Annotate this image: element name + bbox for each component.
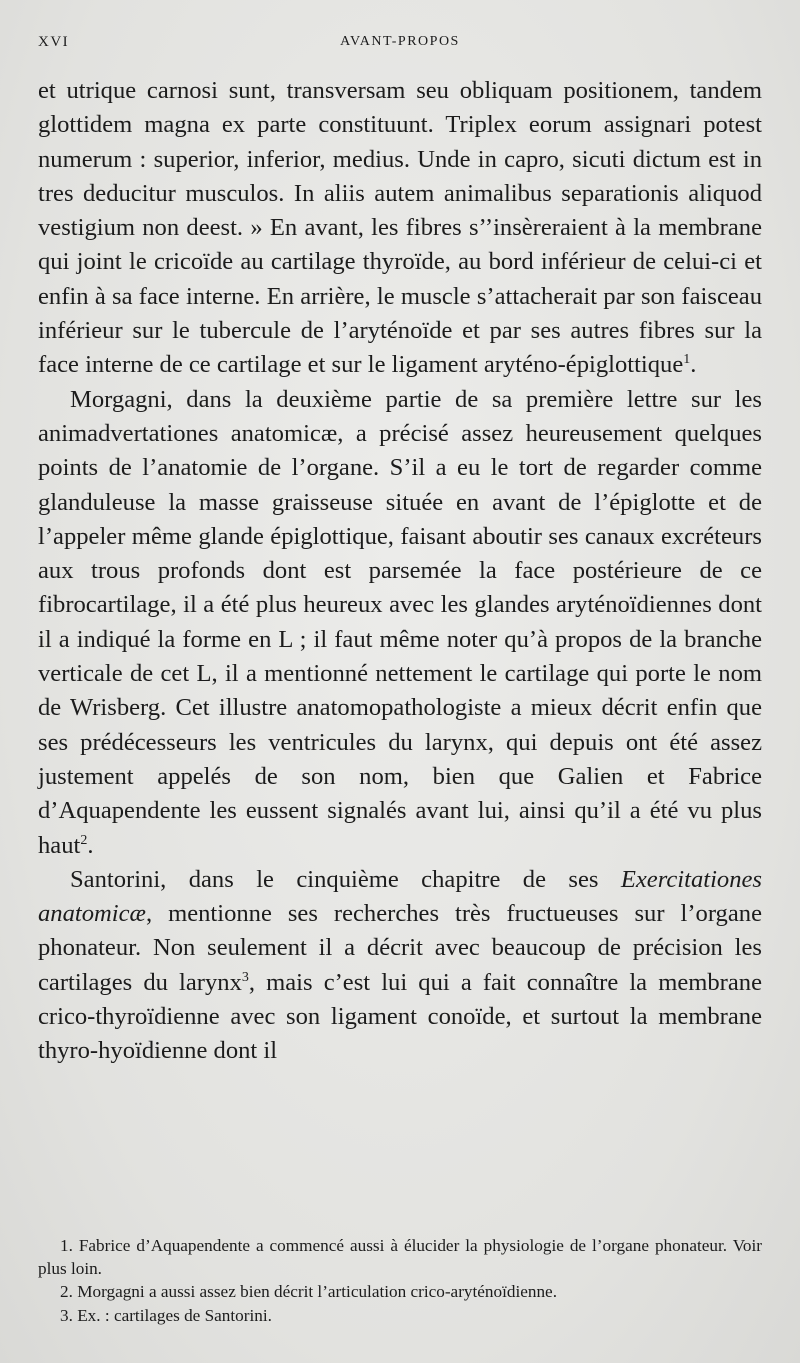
paragraph-1 (38, 74, 762, 383)
paragraph-1-end: . (690, 351, 697, 379)
footnote-2: 2. Morgagni a aussi assez bien décrit l’articulation crico-aryténoïdienne. (60, 1282, 557, 1302)
footnotes (38, 1234, 762, 1327)
footnote-1: 1. Fabrice d’Aquapendente a commencé aussi à élucider la physiologie de l’organe phonateur. Voir plus loin. (38, 1236, 762, 1279)
paragraph-2 (38, 383, 762, 863)
running-title: AVANT-PROPOS (340, 34, 460, 49)
body-text (38, 74, 762, 1069)
paragraph-3 (38, 863, 762, 1069)
footnote-ref-2: 2 (80, 832, 88, 848)
paragraph-3-start: Santorini, dans le cinquième chapitre de ses (70, 865, 621, 893)
page-number: XVI (38, 34, 70, 50)
paragraph-1-text: et utrique carnosi sunt, transversam seu obliquam positionem, tandem glottidem magna ex parte constituunt. Triplex eorum assignari potest numerum : superior, inferior, medius. Unde in capro, sicuti dictum est in tres deducitur musculos. In aliis autem animalibus separationis aliquod vestigium non deest. » En avant, les fibres s’’insèreraient à la membrane qui joint le cricoïde au cartilage thyroïde, au bord inférieur de celui-ci et enfin à sa face interne. En arrière, le muscle s’attacherait par son faisceau inférieur sur le tubercule de l’aryténoïde et par ses autres fibres sur la face interne de ce cartilage et sur le ligament aryténo-épiglottique (38, 77, 762, 379)
footnote-3: 3. Ex. : cartilages de Santorini. (60, 1305, 272, 1325)
paragraph-2-text: Morgagni, dans la deuxième partie de sa première lettre sur les animadvertationes anatomicæ, a précisé assez heureusement quelques points de l’anatomie de l’organe. S’il a eu le tort de regarder comme glanduleuse la masse graisseuse située en avant de l’épiglotte et de l’appeler même glande épiglottique, faisant aboutir ses canaux excréteurs aux trous profonds dont est parsemée la face postérieure de ce fibrocartilage, il a été plus heureux avec les glandes aryténoïdiennes dont il a indiqué la forme en L ; il faut même noter qu’à propos de la branche verticale de cet L, il a mentionné nettement le cartilage qui porte le nom de Wrisberg. Cet illustre anatomopathologiste a mieux décrit enfin que ses prédécesseurs les ventricules du larynx, qui depuis ont été assez justement appelés de son nom, bien que Galien et Fabrice d’Aquapendente les eussent signalés avant lui, ainsi qu’il a été vu plus haut (38, 385, 762, 859)
footnote-ref-1: 1 (683, 352, 691, 368)
paragraph-3-end: , mais c’est lui qui a fait connaître la membrane crico-thyroïdienne avec son ligament conoïde, et surtout la membrane thyro-hyoïdienne dont il (38, 968, 762, 1065)
running-head (38, 34, 762, 56)
footnote-ref-3: 3 (241, 969, 249, 985)
paragraph-3-mid: , mentionne ses recherches très fructueuses sur l’organe phonateur. Non seulement il a décrit avec beaucoup de précision les cartilages du larynx (38, 900, 762, 996)
paragraph-2-end: . (87, 831, 94, 859)
book-title-italic: Exercitationes anatomicæ (38, 865, 762, 928)
